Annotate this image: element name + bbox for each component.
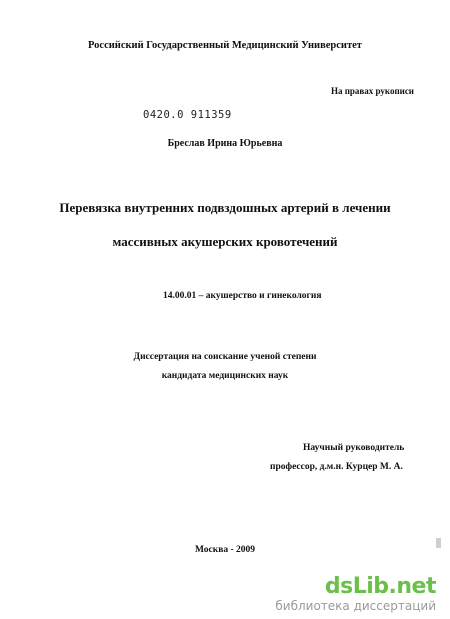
rights-note: На правах рукописи <box>330 86 414 96</box>
author-name: Бреслав Ирина Юрьевна <box>167 138 283 149</box>
city-year: Москва - 2009 <box>194 545 256 555</box>
scan-mark <box>436 538 441 548</box>
watermark <box>275 575 436 613</box>
university-name: Российский Государственный Медицинский Университет <box>88 40 362 51</box>
dissertation-line-2: кандидата медицинских наук <box>161 371 289 381</box>
thesis-title-line-1: Перевязка внутренних подвздошных артерий в лечении <box>59 200 391 215</box>
supervisor-name: профессор, д.м.н. Курцер М. А. <box>270 462 403 472</box>
watermark-subtitle: библиотека диссертаций <box>275 599 436 613</box>
registration-code: 0420.0 911359 <box>143 109 232 121</box>
watermark-logo: dsLib.net <box>324 574 436 599</box>
thesis-title-line-2: массивных акушерских кровотечений <box>112 234 338 249</box>
supervisor-label: Научный руководитель <box>303 443 405 453</box>
specialty-code: 14.00.01 – акушерство и гинекология <box>163 291 322 301</box>
dissertation-line-1: Диссертация на соискание ученой степени <box>133 352 317 362</box>
